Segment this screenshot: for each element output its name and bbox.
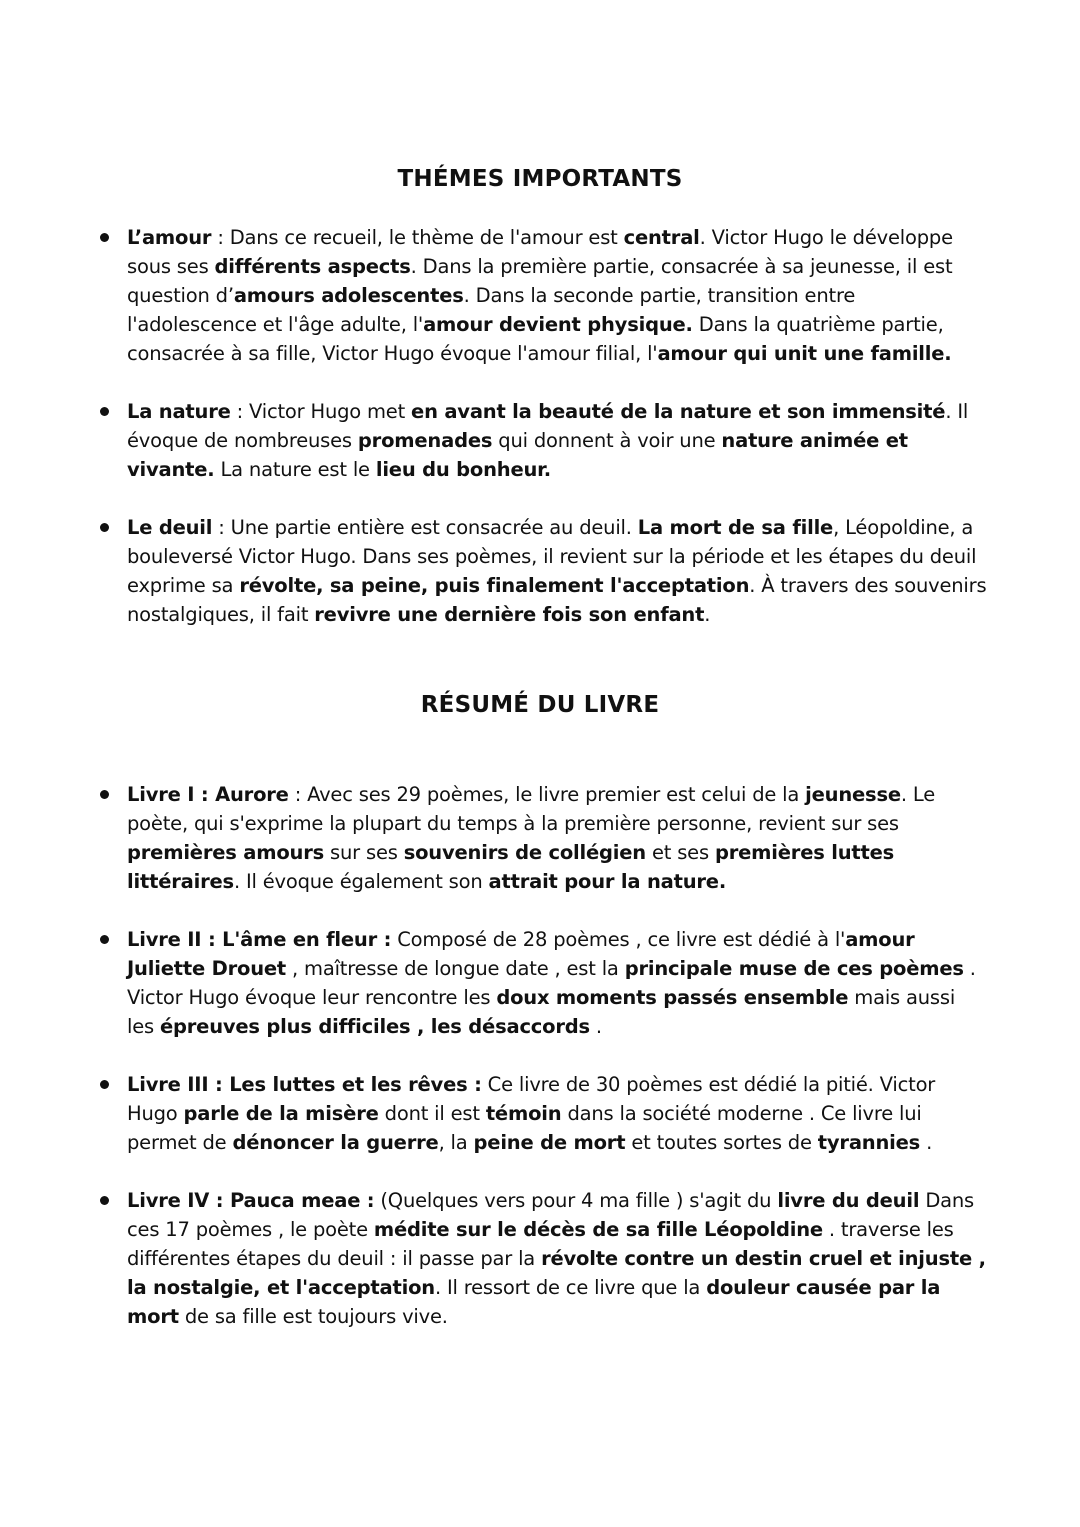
summary-list bbox=[127, 780, 987, 1360]
bold-text: attrait pour la nature. bbox=[488, 870, 727, 893]
text-run: . Il évoque également son bbox=[233, 870, 489, 893]
text-run: La nature est le bbox=[214, 458, 376, 481]
book-item bbox=[127, 1070, 987, 1157]
bold-text: premières amours bbox=[127, 841, 325, 864]
section-title-themes: THÉMES IMPORTANTS bbox=[397, 166, 683, 192]
bold-text: amour Juliette Drouet bbox=[127, 928, 915, 980]
themes-list bbox=[127, 223, 987, 658]
text-run: : Une partie entière est consacrée au deuil. bbox=[212, 516, 638, 539]
bold-text: amours adolescentes bbox=[233, 284, 464, 307]
text-run: Ce livre de 30 poèmes est dédié la pitié. Victor Hugo bbox=[127, 1073, 936, 1125]
bold-text: promenades bbox=[357, 429, 493, 452]
bold-text: souvenirs de collégien bbox=[403, 841, 646, 864]
text-run: . traverse les différentes étapes du deuil : il passe par la bbox=[127, 1218, 954, 1270]
bold-text: en avant la beauté de la nature et son immensité bbox=[411, 400, 946, 423]
bold-text: témoin bbox=[485, 1102, 562, 1125]
text-run: , Léopoldine, a bouleversé Victor Hugo. Dans ses poèmes, il revient sur la période et les étapes du deuil exprime sa bbox=[127, 516, 977, 597]
bold-text: central bbox=[623, 226, 700, 249]
text-run: . À travers des souvenirs nostalgiques, il fait bbox=[127, 574, 987, 626]
text-run: : Victor Hugo met bbox=[230, 400, 412, 423]
bold-text: Livre I : Aurore bbox=[127, 783, 289, 806]
bold-text: épreuves plus difficiles , les désaccords bbox=[159, 1015, 590, 1038]
bold-text: amour qui unit une famille. bbox=[657, 342, 952, 365]
text-run: et ses bbox=[645, 841, 715, 864]
bold-text: Livre II : L'âme en fleur : bbox=[127, 928, 392, 951]
bold-text: nature animée et vivante. bbox=[127, 429, 908, 481]
bold-text: jeunesse bbox=[805, 783, 901, 806]
text-run: dont il est bbox=[378, 1102, 486, 1125]
text-run: . Victor Hugo évoque leur rencontre les bbox=[127, 957, 976, 1009]
bold-text: Livre IV : Pauca meae : bbox=[127, 1189, 375, 1212]
bold-text: La nature bbox=[127, 400, 231, 423]
text-run: Dans la quatrième partie, consacrée à sa fille, Victor Hugo évoque l'amour filial, l' bbox=[127, 313, 944, 365]
bold-text: révolte contre un destin cruel et injuste , la nostalgie, et l'acceptation bbox=[127, 1247, 986, 1299]
bold-text: lieu du bonheur. bbox=[375, 458, 552, 481]
text-run: . Il ressort de ce livre que la bbox=[434, 1276, 707, 1299]
theme-item bbox=[127, 397, 987, 484]
bold-text: douleur causée par la mort bbox=[127, 1276, 941, 1328]
bold-text: doux moments passés ensemble bbox=[496, 986, 849, 1009]
text-run: . Le poète, qui s'exprime la plupart du temps à la première personne, revient sur ses bbox=[127, 783, 936, 835]
text-run: Composé de 28 poèmes , ce livre est dédié à l' bbox=[391, 928, 846, 951]
text-run: Dans ces 17 poèmes , le poète bbox=[127, 1189, 975, 1241]
bold-text: parle de la misère bbox=[183, 1102, 379, 1125]
text-run: , la bbox=[438, 1131, 474, 1154]
bold-text: Livre III : Les luttes et les rêves : bbox=[127, 1073, 482, 1096]
theme-item bbox=[127, 223, 987, 368]
bold-text: principale muse de ces poèmes bbox=[624, 957, 964, 980]
text-run: mais aussi les bbox=[127, 986, 956, 1038]
book-item bbox=[127, 1186, 987, 1331]
text-run: dans la société moderne . Ce livre lui permet de bbox=[127, 1102, 922, 1154]
text-run: (Quelques vers pour 4 ma fille ) s'agit du bbox=[374, 1189, 778, 1212]
text-run: et toutes sortes de bbox=[625, 1131, 818, 1154]
bold-text: différents aspects bbox=[214, 255, 411, 278]
text-run: , maîtresse de longue date , est la bbox=[286, 957, 625, 980]
book-item bbox=[127, 780, 987, 896]
bold-text: L’amour bbox=[127, 226, 212, 249]
text-run: . bbox=[704, 603, 711, 626]
text-run: qui donnent à voir une bbox=[492, 429, 722, 452]
text-run: . bbox=[920, 1131, 933, 1154]
bold-text: amour devient physique. bbox=[423, 313, 693, 336]
text-run: . Victor Hugo le développe sous ses bbox=[127, 226, 953, 278]
bold-text: livre du deuil bbox=[777, 1189, 920, 1212]
text-run: : Dans ce recueil, le thème de l'amour est bbox=[211, 226, 624, 249]
text-run: . Il évoque de nombreuses bbox=[127, 400, 969, 452]
bold-text: premières luttes littéraires bbox=[127, 841, 895, 893]
text-run: de sa fille est toujours vive. bbox=[178, 1305, 448, 1328]
text-run: sur ses bbox=[324, 841, 404, 864]
bold-text: La mort de sa fille bbox=[637, 516, 834, 539]
text-run: . bbox=[589, 1015, 602, 1038]
text-run: . Dans la seconde partie, transition entre l'adolescence et l'âge adulte, l' bbox=[127, 284, 856, 336]
bold-text: Le deuil bbox=[127, 516, 213, 539]
book-item bbox=[127, 925, 987, 1041]
theme-item bbox=[127, 513, 987, 629]
bold-text: dénoncer la guerre bbox=[232, 1131, 439, 1154]
text-run: . Dans la première partie, consacrée à sa jeunesse, il est question d’ bbox=[127, 255, 953, 307]
bold-text: revivre une dernière fois son enfant bbox=[314, 603, 705, 626]
bold-text: médite sur le décès de sa fille Léopoldine bbox=[373, 1218, 823, 1241]
bold-text: révolte, sa peine, puis finalement l'acceptation bbox=[239, 574, 750, 597]
text-run: : Avec ses 29 poèmes, le livre premier est celui de la bbox=[288, 783, 806, 806]
section-title-summary: RÉSUMÉ DU LIVRE bbox=[420, 692, 660, 718]
bold-text: peine de mort bbox=[473, 1131, 626, 1154]
bold-text: tyrannies bbox=[817, 1131, 921, 1154]
